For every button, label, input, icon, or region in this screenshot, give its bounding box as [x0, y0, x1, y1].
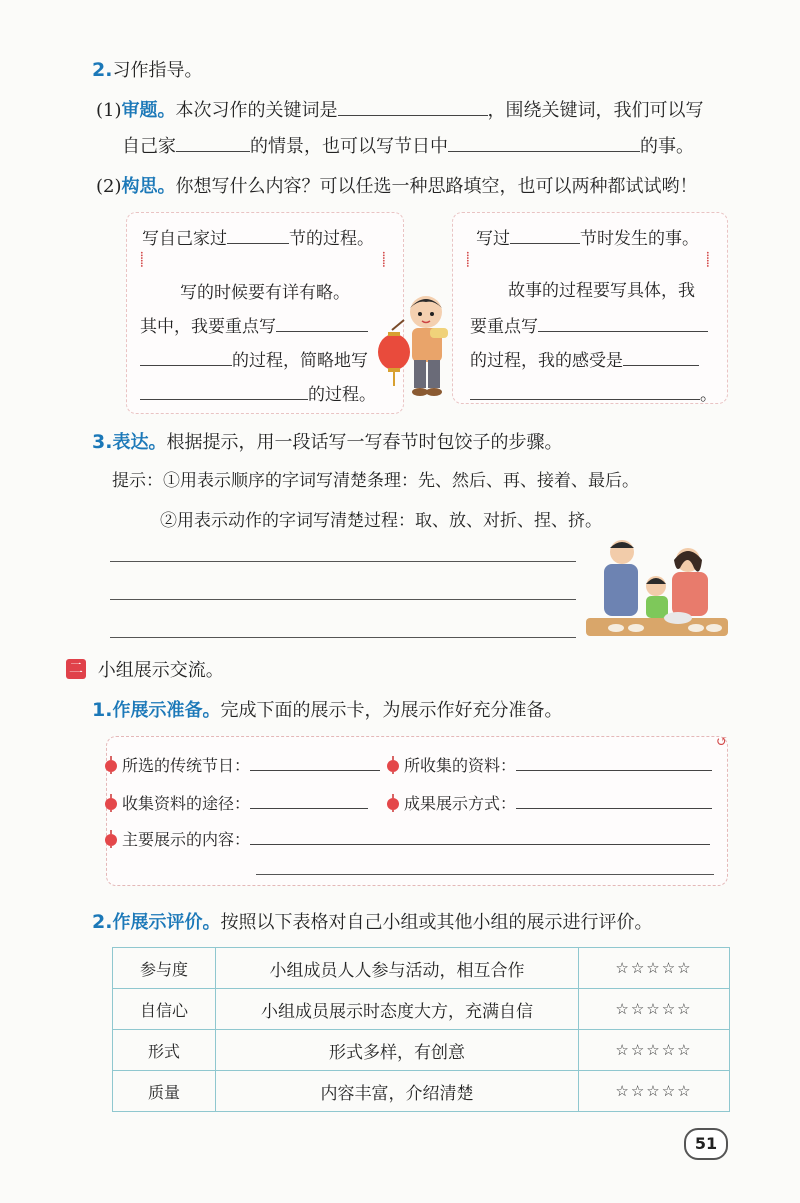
idea-right-line-2: 故事的过程要写具体，我	[508, 281, 695, 301]
channel-input-line[interactable]	[250, 790, 368, 809]
line-text: 其中，我要重点写	[140, 317, 276, 337]
line-text: 要重点写	[470, 317, 538, 337]
line-text: 写自己家过	[142, 229, 227, 249]
idea-left-line-2: 写的时候要有详有略。	[180, 283, 350, 303]
line-text: 。	[700, 385, 717, 405]
star-rating[interactable]: ☆☆☆☆☆	[579, 1071, 730, 1112]
line-text: 的情景，也可以写节日中	[250, 136, 448, 157]
lantern-bullet-icon	[104, 756, 118, 774]
eval-description: 形式多样，有创意	[216, 1030, 579, 1071]
festival-name-blank[interactable]	[510, 225, 580, 244]
table-row	[113, 948, 730, 989]
feeling-blank[interactable]	[623, 347, 699, 366]
section-number: 1.	[92, 699, 113, 721]
card-festival-row	[104, 752, 380, 776]
section-text: 按照以下表格对自己小组或其他小组的展示进行评价。	[220, 912, 653, 933]
item-prefix: (2)	[96, 176, 122, 197]
section-key: 作展示准备。	[112, 700, 221, 721]
eval-item: 参与度	[113, 948, 216, 989]
star-rating[interactable]: ☆☆☆☆☆	[579, 989, 730, 1030]
line-text: 的事。	[640, 136, 694, 157]
curl-decoration-icon: ↺	[716, 734, 728, 750]
lantern-bullet-icon	[104, 830, 118, 848]
section-number: 2.	[92, 59, 113, 81]
idea-right-line-1	[476, 224, 699, 249]
section-2-heading	[92, 56, 202, 82]
idea-left-line-3	[140, 312, 368, 337]
section-key: 作展示评价。	[112, 912, 221, 933]
idea-right-line-3	[470, 312, 708, 337]
section-text: 根据提示，用一段话写一写春节时包饺子的步骤。	[166, 432, 563, 453]
eval-heading	[92, 908, 652, 934]
ribbon-icon: ⸽	[706, 252, 710, 268]
section-text: 完成下面的展示卡，为展示作好充分准备。	[220, 700, 563, 721]
idea-right-line-4	[470, 346, 699, 371]
idea-left-line-1	[142, 224, 374, 249]
lantern-bullet-icon	[386, 756, 400, 774]
badge-label: 二	[69, 661, 83, 677]
hint-2: ②用表示动作的字词写清楚过程：取、放、对折、捏、挤。	[160, 511, 602, 531]
festival-name-blank[interactable]	[227, 225, 289, 244]
line-text: 节时发生的事。	[580, 229, 699, 249]
card-label: 所选的传统节日：	[122, 756, 251, 775]
focus-process-blank[interactable]	[140, 347, 232, 366]
card-method-row	[386, 790, 712, 814]
page-number: 51	[684, 1128, 728, 1160]
line-text: 的过程。	[308, 385, 376, 405]
lantern-bullet-icon	[104, 794, 118, 812]
eval-item: 自信心	[113, 989, 216, 1030]
method-input-line[interactable]	[516, 790, 712, 809]
writing-line[interactable]	[110, 599, 576, 600]
line-text: 自己家	[122, 136, 176, 157]
idea-right-line-5	[470, 380, 717, 405]
writing-line[interactable]	[110, 561, 576, 562]
card-materials-row	[386, 752, 712, 776]
idea-line	[96, 172, 698, 198]
evaluation-table	[112, 947, 730, 1112]
item-prefix: (1)	[96, 100, 122, 121]
brief-process-blank[interactable]	[140, 381, 308, 400]
ribbon-icon: ⸽	[140, 252, 144, 268]
section-number: 3.	[92, 431, 113, 453]
keyword-blank[interactable]	[338, 97, 488, 116]
content-input-line[interactable]	[250, 826, 710, 845]
card-label: 收集资料的途径：	[122, 794, 251, 813]
story-focus-blank[interactable]	[538, 313, 708, 332]
eval-description: 小组成员人人参与活动，相互合作	[216, 948, 579, 989]
card-label: 主要展示的内容：	[122, 830, 251, 849]
eval-item: 质量	[113, 1071, 216, 1112]
idea-left-line-4	[140, 346, 368, 371]
line-text: 写过	[476, 229, 510, 249]
ribbon-icon: ⸽	[382, 252, 386, 268]
section-3-heading	[92, 428, 562, 454]
table-row	[113, 989, 730, 1030]
materials-input-line[interactable]	[516, 752, 712, 771]
item-key: 审题。	[121, 100, 176, 121]
focus-blank[interactable]	[276, 313, 368, 332]
item-text: 本次习作的关键词是	[175, 100, 338, 121]
review-line-1	[96, 96, 704, 122]
ribbon-icon: ⸽	[466, 252, 470, 268]
card-label: 成果展示方式：	[404, 794, 517, 813]
feeling-continued-blank[interactable]	[470, 381, 700, 400]
line-text: 的过程，我的感受是	[470, 351, 623, 371]
prep-heading	[92, 696, 562, 722]
review-line-2	[122, 132, 694, 158]
line-text: 节的过程。	[289, 229, 374, 249]
card-content-row	[104, 826, 710, 850]
idea-left-line-5	[140, 380, 376, 405]
festival-input-line[interactable]	[250, 752, 380, 771]
section-key: 表达。	[112, 432, 167, 453]
item-key: 构思。	[121, 176, 176, 197]
line-text: 的过程，简略地写	[232, 351, 368, 371]
part-2-badge-icon	[66, 659, 86, 679]
section-title: 习作指导。	[112, 60, 203, 81]
family-dumplings-illustration	[586, 538, 728, 644]
star-rating[interactable]: ☆☆☆☆☆	[579, 1030, 730, 1071]
card-label: 所收集的资料：	[404, 756, 517, 775]
eval-description: 内容丰富，介绍清楚	[216, 1071, 579, 1112]
eval-description: 小组成员展示时态度大方，充满自信	[216, 989, 579, 1030]
eval-item: 形式	[113, 1030, 216, 1071]
part-2-title: 小组展示交流。	[97, 660, 224, 681]
item-text: 你想写什么内容？可以任选一种思路填空，也可以两种都试试哟！	[175, 176, 698, 197]
item-text-2: ，围绕关键词，我们可以写	[487, 100, 704, 121]
festival-event-blank[interactable]	[448, 133, 640, 152]
lantern-bullet-icon	[386, 794, 400, 812]
writing-line[interactable]	[110, 637, 576, 638]
section-number: 2.	[92, 911, 113, 933]
card-channel-row	[104, 790, 368, 814]
table-row	[113, 1030, 730, 1071]
hint-1: 提示：①用表示顺序的字词写清楚条理：先、然后、再、接着、最后。	[112, 471, 639, 491]
content-input-line-2[interactable]	[256, 874, 714, 875]
part-2-heading	[66, 656, 224, 682]
family-scene-blank[interactable]	[176, 133, 250, 152]
table-row	[113, 1071, 730, 1112]
star-rating[interactable]: ☆☆☆☆☆	[579, 948, 730, 989]
